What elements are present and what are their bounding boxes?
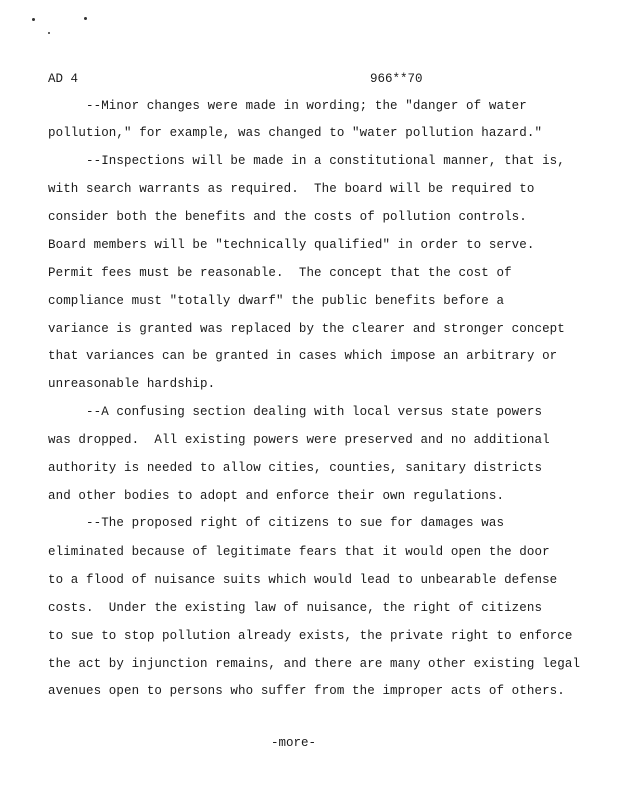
text-line: pollution," for example, was changed to "water pollution hazard." — [48, 126, 543, 140]
text-line: --A confusing section dealing with local versus state powers — [86, 405, 543, 419]
text-line: was dropped. All existing powers were preserved and no additional — [48, 433, 550, 447]
text-line: to a flood of nuisance suits which would lead to unbearable defense — [48, 573, 558, 587]
scan-speck — [84, 17, 87, 20]
text-line: Board members will be "technically qualified" in order to serve. — [48, 238, 535, 252]
text-line: avenues open to persons who suffer from the improper acts of others. — [48, 684, 565, 698]
text-line: unreasonable hardship. — [48, 377, 216, 391]
document-number: 966**70 — [370, 72, 423, 86]
text-line: with search warrants as required. The board will be required to — [48, 182, 535, 196]
text-line: to sue to stop pollution already exists, the private right to enforce — [48, 629, 573, 643]
scan-speck — [32, 18, 35, 21]
scan-speck — [48, 32, 50, 34]
text-line: variance is granted was replaced by the clearer and stronger concept — [48, 322, 565, 336]
text-line: --Minor changes were made in wording; the "danger of water — [86, 99, 527, 113]
text-line: compliance must "totally dwarf" the public benefits before a — [48, 294, 505, 308]
page-label: AD 4 — [48, 72, 79, 86]
text-line: Permit fees must be reasonable. The concept that the cost of — [48, 266, 512, 280]
text-line: --The proposed right of citizens to sue for damages was — [86, 516, 505, 530]
text-line: the act by injunction remains, and there are many other existing legal — [48, 657, 581, 671]
text-line: and other bodies to adopt and enforce their own regulations. — [48, 489, 505, 503]
text-line: costs. Under the existing law of nuisance, the right of citizens — [48, 601, 543, 615]
text-line: eliminated because of legitimate fears that it would open the door — [48, 545, 550, 559]
text-line: authority is needed to allow cities, counties, sanitary districts — [48, 461, 543, 475]
text-line: --Inspections will be made in a constitutional manner, that is, — [86, 154, 565, 168]
more-indicator: -more- — [271, 736, 317, 750]
text-line: consider both the benefits and the costs of pollution controls. — [48, 210, 527, 224]
text-line: that variances can be granted in cases which impose an arbitrary or — [48, 349, 558, 363]
